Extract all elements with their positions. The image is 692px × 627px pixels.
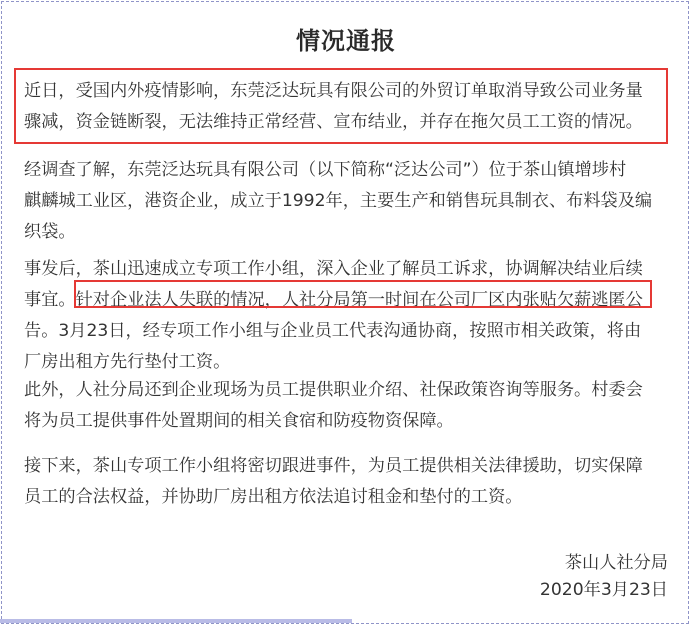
paragraph-line: 员工的合法权益，并协助厂房出租方依法追讨租金和垫付的工资。 <box>24 487 523 507</box>
paragraph-line: 告。3月23日，经专项工作小组与企业员工代表沟通协商，按照市相关政策，将由 <box>24 321 642 341</box>
paragraph-line: 厂房出租方先行垫付工资。 <box>24 352 231 372</box>
paragraph-line: 近日，受国内外疫情影响，东莞泛达玩具有限公司的外贸订单取消导致公司业务量 <box>24 81 643 101</box>
signature-org: 茶山人社分局 <box>564 553 668 573</box>
highlight-box-paragraph-1 <box>14 68 668 144</box>
paragraph-line: 麒麟城工业区，港资企业，成立于1992年，主要生产和销售玩具制衣、布料袋及编 <box>24 191 653 211</box>
paragraph-line: 此外，人社分局还到企业现场为员工提供职业介绍、社保政策咨询等服务。村委会 <box>24 380 643 400</box>
paragraph-3 <box>24 254 672 378</box>
paragraph-line: 骤减，资金链断裂，无法维持正常经营、宣布结业，并存在拖欠员工工资的情况。 <box>24 112 643 132</box>
highlight-box-sentence <box>74 280 652 308</box>
paragraph-5 <box>24 451 672 513</box>
paragraph-2 <box>24 155 672 248</box>
paragraph-line: 将为员工提供事件处置期间的相关食宿和防疫物资保障。 <box>24 411 454 431</box>
paragraph-line: 事发后，茶山迅速成立专项工作小组，深入企业了解员工诉求，协调解决结业后续 <box>24 259 643 279</box>
paragraph-line: 事宜。针对企业法人失联的情况，人社分局第一时间在公司厂区内张贴欠薪逃匿公 <box>24 290 643 310</box>
paragraph-line: 接下来，茶山专项工作小组将密切跟进事件，为员工提供相关法律援助，切实保障 <box>24 456 643 476</box>
paragraph-line: 经调查了解，东莞泛达玩具有限公司（以下简称“泛达公司”）位于茶山镇增埗村 <box>24 160 627 180</box>
paragraph-line: 织袋。 <box>24 222 76 242</box>
bottom-accent-bar <box>0 619 352 623</box>
notice-title: 情况通报 <box>296 27 396 55</box>
signature-date: 2020年3月23日 <box>539 580 668 600</box>
paragraph-4 <box>24 375 672 437</box>
